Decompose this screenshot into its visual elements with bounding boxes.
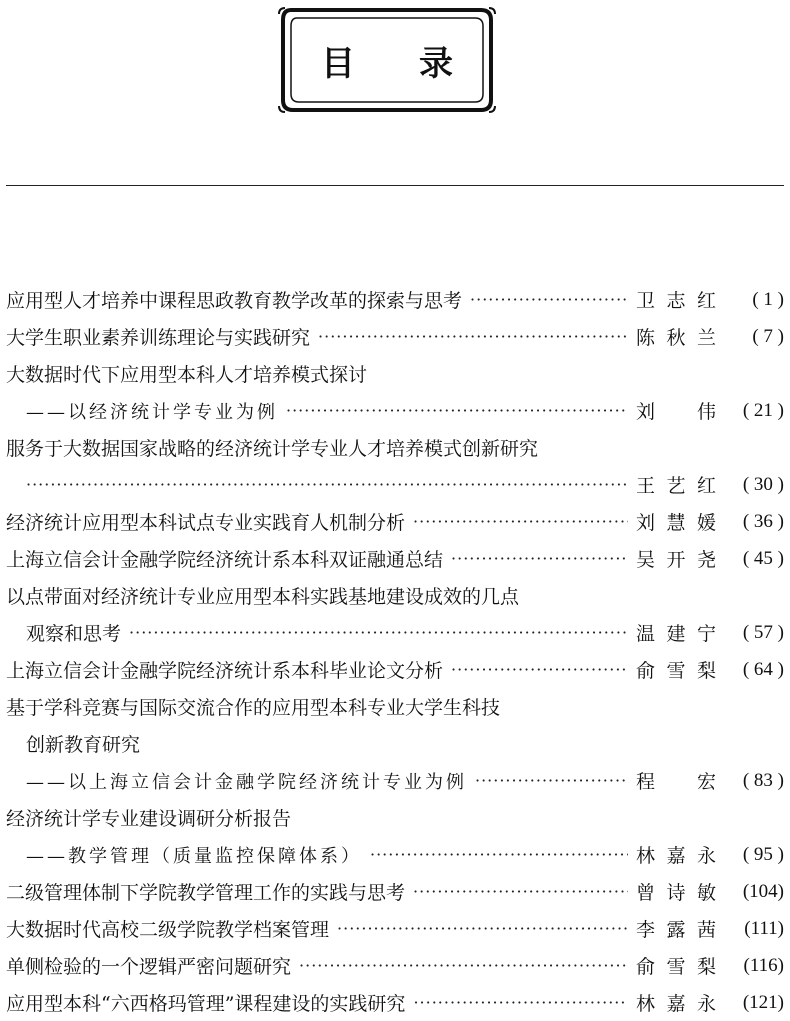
leader-dots — [475, 771, 628, 790]
toc-entry[interactable] — [6, 355, 784, 392]
entry-subtitle: ——以经济统计学专业为例 — [26, 401, 278, 423]
entry-title: 经济统计应用型本科试点专业实践育人机制分析 — [6, 512, 406, 534]
title-char-left: 目 — [321, 43, 355, 84]
entry-author: 刘慧媛 — [636, 512, 718, 534]
toc-entry[interactable] — [6, 503, 784, 540]
entry-title: 观察和思考 — [26, 623, 122, 645]
entry-page: ( 45 ) — [742, 547, 784, 569]
entry-subtitle: ——以上海立信会计金融学院经济统计专业为例 — [26, 771, 467, 793]
entry-page: ( 57 ) — [742, 621, 784, 643]
entry-author: 李露茜 — [636, 919, 718, 941]
toc-entry[interactable] — [6, 318, 784, 355]
entry-page: ( 36 ) — [742, 510, 784, 532]
entry-page: ( 30 ) — [742, 473, 784, 495]
title-char-right: 录 — [419, 43, 453, 84]
entry-page: ( 64 ) — [742, 658, 784, 680]
leader-dots — [451, 660, 628, 679]
entry-page: ( 83 ) — [742, 769, 784, 791]
entry-author: 陈秋兰 — [636, 327, 718, 349]
toc-entry[interactable] — [6, 873, 784, 910]
entry-author: 程 宏 — [636, 771, 718, 793]
entry-title: 创新教育研究 — [26, 734, 141, 756]
entry-page: ( 95 ) — [742, 843, 784, 865]
leader-dots — [318, 327, 628, 346]
leader-dots — [299, 956, 628, 975]
entry-title: 二级管理体制下学院教学管理工作的实践与思考 — [6, 882, 406, 904]
entry-title: 大数据时代高校二级学院教学档案管理 — [6, 919, 330, 941]
toc-entry[interactable] — [6, 947, 784, 984]
toc-entry[interactable] — [6, 688, 784, 725]
entry-author: 王艺红 — [636, 475, 718, 497]
toc-entry-continuation[interactable] — [6, 614, 784, 651]
entry-title: 基于学科竞赛与国际交流合作的应用型本科专业大学生科技 — [6, 697, 501, 719]
entry-page: ( 21 ) — [742, 399, 784, 421]
entry-title: 大学生职业素养训练理论与实践研究 — [6, 327, 311, 349]
toc-entry-subtitle[interactable] — [6, 836, 784, 873]
entry-author: 卫志红 — [636, 290, 718, 312]
entry-title: 上海立信会计金融学院经济统计系本科双证融通总结 — [6, 549, 444, 571]
title-frame — [277, 6, 497, 114]
entry-title: 经济统计学专业建设调研分析报告 — [6, 808, 292, 830]
entry-author: 曾诗敏 — [636, 882, 718, 904]
toc-entry-subtitle[interactable] — [6, 392, 784, 429]
leader-dots — [286, 401, 628, 420]
entry-author: 林嘉永 — [636, 993, 718, 1015]
toc-entry[interactable] — [6, 799, 784, 836]
toc-entry[interactable] — [6, 281, 784, 318]
leader-dots — [413, 993, 628, 1012]
entry-author: 刘 伟 — [636, 401, 718, 423]
toc-entry-continuation[interactable] — [6, 466, 784, 503]
entry-author: 俞雪梨 — [636, 660, 718, 682]
entry-title: 服务于大数据国家战略的经济统计学专业人才培养模式创新研究 — [6, 438, 539, 460]
entry-title: 单侧检验的一个逻辑严密问题研究 — [6, 956, 292, 978]
leader-dots — [337, 919, 628, 938]
entry-title: 应用型人才培养中课程思政教育教学改革的探索与思考 — [6, 290, 463, 312]
entry-page: ( 7 ) — [752, 325, 784, 347]
entry-author: 吴开尧 — [636, 549, 718, 571]
table-of-contents — [6, 281, 784, 1021]
toc-entry-subtitle[interactable] — [6, 762, 784, 799]
entry-page: (111) — [744, 917, 784, 939]
header-divider — [6, 185, 784, 186]
leader-dots — [413, 882, 628, 901]
leader-dots — [413, 512, 628, 531]
entry-subtitle: ——教学管理（质量监控保障体系） — [26, 845, 362, 867]
entry-page: (116) — [743, 954, 784, 976]
entry-title: 大数据时代下应用型本科人才培养模式探讨 — [6, 364, 368, 386]
entry-author: 俞雪梨 — [636, 956, 718, 978]
toc-entry[interactable] — [6, 577, 784, 614]
entry-title: 应用型本科“六西格玛管理”课程建设的实践研究 — [6, 993, 406, 1015]
page-title — [277, 6, 497, 114]
entry-page: (104) — [742, 880, 784, 902]
entry-author: 温建宁 — [636, 623, 718, 645]
toc-entry[interactable] — [6, 651, 784, 688]
leader-dots — [470, 290, 628, 309]
toc-entry[interactable] — [6, 910, 784, 947]
toc-entry-continuation[interactable] — [6, 725, 784, 762]
leader-dots — [26, 475, 628, 494]
leader-dots — [370, 845, 628, 864]
entry-page: ( 1 ) — [752, 288, 784, 310]
leader-dots — [129, 623, 628, 642]
toc-entry[interactable] — [6, 429, 784, 466]
entry-title: 上海立信会计金融学院经济统计系本科毕业论文分析 — [6, 660, 444, 682]
entry-page: (121) — [742, 991, 784, 1013]
toc-entry[interactable] — [6, 984, 784, 1021]
toc-entry[interactable] — [6, 540, 784, 577]
leader-dots — [451, 549, 628, 568]
entry-title: 以点带面对经济统计专业应用型本科实践基地建设成效的几点 — [6, 586, 520, 608]
entry-author: 林嘉永 — [636, 845, 718, 867]
